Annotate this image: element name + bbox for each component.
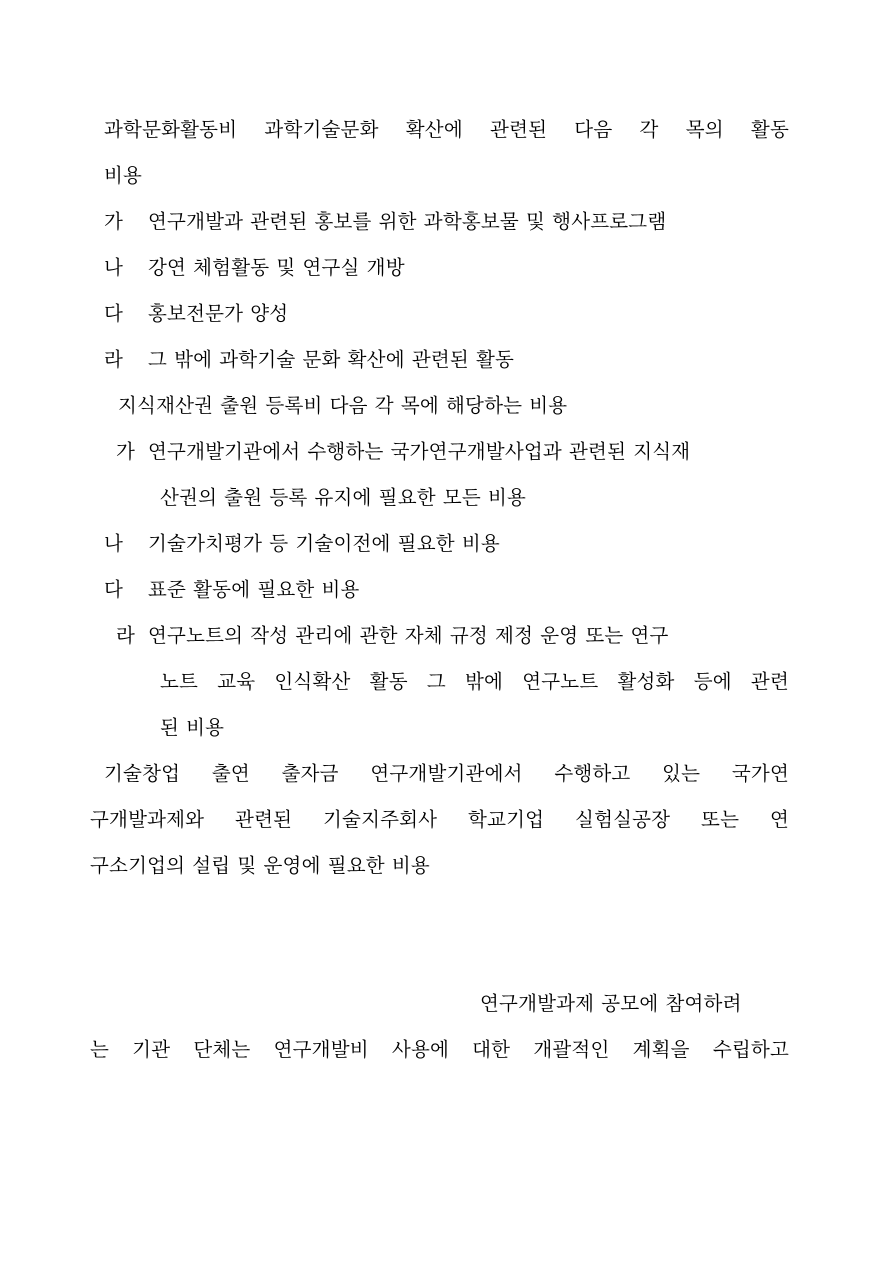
list-item-label: 라: [116, 626, 136, 647]
line: 과학문화활동비 과학기술문화 확산에 관련된 다음 각 목의 활동: [104, 120, 789, 141]
list-item-ra-1: [104, 338, 789, 384]
document-body: [90, 108, 789, 1074]
line: 연구개발과제 공모에 참여하려: [480, 994, 742, 1015]
paragraph-science-culture-cost: [104, 108, 789, 200]
line: 구개발과제와 관련된 기술지주회사 학교기업 실험실공장 또는 연: [90, 810, 789, 831]
list-item-text: 홍보전문가 양성: [148, 304, 289, 325]
list-item-text: 그 밖에 과학기술 문화 확산에 관련된 활동: [148, 350, 515, 371]
list-item-ga-1: [104, 200, 789, 246]
line: 산권의 출원 등록 유지에 필요한 모든 비용: [160, 488, 527, 509]
vertical-spacer: [104, 890, 789, 982]
list-item-label: 다: [104, 580, 124, 601]
list-item-ra-2: [104, 614, 789, 752]
list-item-ga-2: [104, 430, 789, 522]
list-item-label: 가: [116, 442, 136, 463]
line: 는 기관 단체는 연구개발비 사용에 대한 개괄적인 계획을 수립하고: [90, 1040, 789, 1061]
list-item-da-2: [104, 568, 789, 614]
line: 비용: [104, 166, 143, 187]
list-item-label: 나: [104, 534, 124, 555]
list-item-text: 기술가치평가 등 기술이전에 필요한 비용: [148, 534, 500, 555]
line: 기술창업 출연 출자금 연구개발기관에서 수행하고 있는 국가연: [104, 764, 789, 785]
paragraph-closing: [90, 982, 789, 1074]
list-item-na-1: [104, 246, 789, 292]
list-item-label: 나: [104, 258, 124, 279]
line: 구소기업의 설립 및 운영에 필요한 비용: [90, 856, 430, 877]
list-item-text: 표준 활동에 필요한 비용: [148, 580, 360, 601]
list-item-da-1: [104, 292, 789, 338]
paragraph-ip-registration-cost: 지식재산권 출원 등록비 다음 각 목에 해당하는 비용: [118, 396, 568, 417]
list-item-text: 강연 체험활동 및 연구실 개방: [148, 258, 405, 279]
line: 된 비용: [160, 718, 225, 739]
list-item-text: 연구노트의 작성 관리에 관한 자체 규정 제정 운영 또는 연구: [148, 626, 669, 647]
list-item-label: 가: [104, 212, 124, 233]
list-item-text: 연구개발기관에서 수행하는 국가연구개발사업과 관련된 지식재: [148, 442, 691, 463]
line: 노트 교육 인식확산 활동 그 밖에 연구노트 활성화 등에 관련: [160, 672, 789, 693]
paragraph-tech-startup-investment: [90, 752, 789, 890]
list-item-label: 라: [104, 350, 124, 371]
list-item-na-2: [104, 522, 789, 568]
list-item-label: 다: [104, 304, 124, 325]
list-item-text: 연구개발과 관련된 홍보를 위한 과학홍보물 및 행사프로그램: [148, 212, 667, 233]
